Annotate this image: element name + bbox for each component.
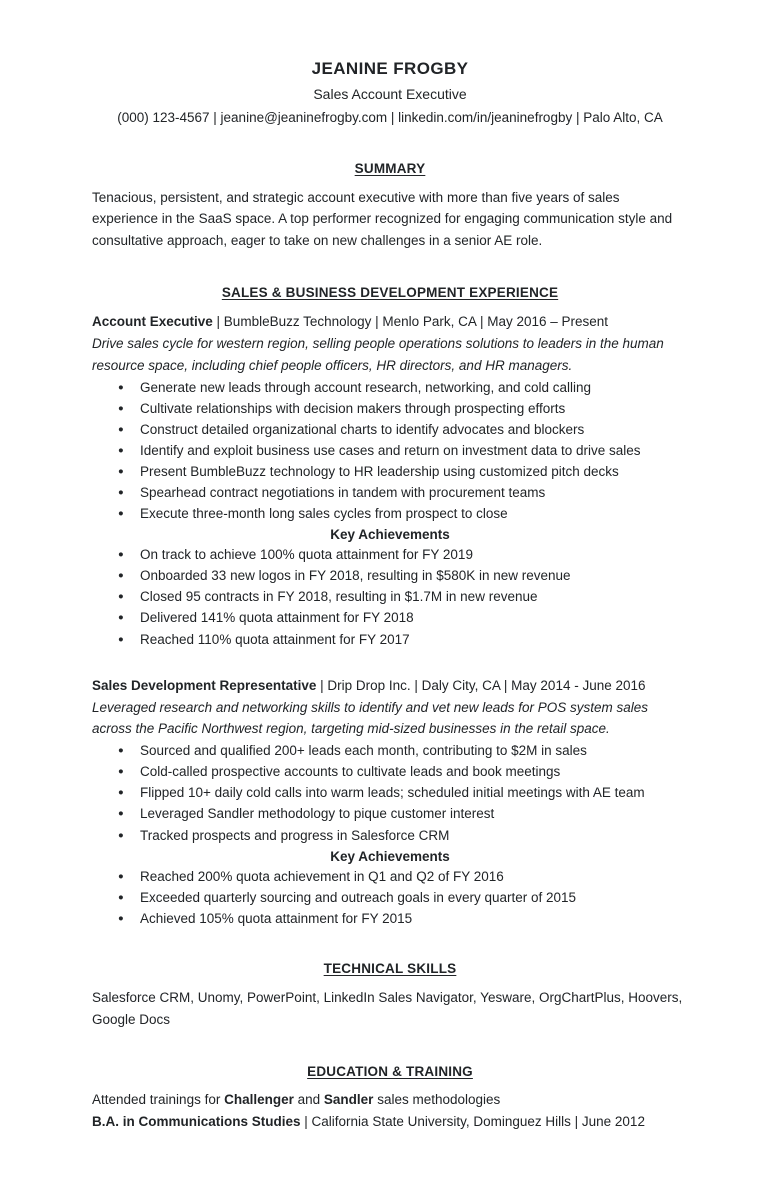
achievement-item: ● Reached 110% quota attainment for FY 2017 [92, 631, 688, 649]
candidate-name: JEANINE FROGBY [311, 59, 469, 78]
bullet-item: ● Leveraged Sandler methodology to pique customer interest [92, 805, 688, 823]
education-degree-line [92, 1111, 688, 1133]
education-methodology: Sandler [323, 1092, 374, 1108]
summary-text: Tenacious, persistent, and strategic account executive with more than five years of sales experience in the SaaS space. A top performer recognized for engaging communication style and consultative approach, eager to take on new challenges in a senior AE role. [92, 189, 673, 249]
job-bullet-list [92, 379, 688, 524]
achievement-item: ● Closed 95 contracts in FY 2018, resulting in $1.7M in new revenue [92, 588, 688, 606]
resume-header [92, 56, 688, 128]
bullet-item: ● Construct detailed organizational charts to identify advocates and blockers [92, 421, 688, 439]
bullet-item: ● Sourced and qualified 200+ leads each month, contributing to $2M in sales [92, 742, 688, 760]
summary-section [92, 158, 688, 252]
bullet-item: ● Flipped 10+ daily cold calls into warm leads; scheduled initial meetings with AE team [92, 784, 688, 802]
achievement-item: ● Achieved 105% quota attainment for FY 2015 [92, 910, 688, 928]
job-entry-sales-development-representative [92, 675, 688, 928]
summary-heading: SUMMARY [354, 160, 426, 176]
achievement-item: ● Delivered 141% quota attainment for FY 2018 [92, 609, 688, 627]
education-degree: B.A. in Communications Studies [92, 1114, 301, 1130]
education-methodology: Challenger [224, 1092, 294, 1108]
job-meta: | Drip Drop Inc. | Daly City, CA | May 2014 - June 2016 [316, 677, 646, 693]
contact-line: (000) 123-4567 | jeanine@jeaninefrogby.com | linkedin.com/in/jeaninefrogby | Palo Alto, CA [117, 109, 663, 125]
education-line1-seg: and [293, 1092, 324, 1108]
education-line1-seg: sales methodologies [373, 1092, 501, 1108]
achievement-item: ● Exceeded quarterly sourcing and outreach goals in every quarter of 2015 [92, 889, 688, 907]
education-heading: EDUCATION & TRAINING [307, 1063, 473, 1079]
job-bullet-list [92, 742, 688, 844]
job-title-line [92, 311, 688, 333]
job-meta: | BumbleBuzz Technology | Menlo Park, CA | May 2016 – Present [212, 314, 609, 330]
candidate-title: Sales Account Executive [313, 85, 467, 102]
job-role: Sales Development Representative [92, 677, 317, 693]
achievement-bullet-list [92, 546, 688, 648]
job-role: Account Executive [92, 314, 213, 330]
bullet-item: ● Cultivate relationships with decision makers through prospecting efforts [92, 400, 688, 418]
education-trainings-line [92, 1089, 688, 1111]
experience-heading: SALES & BUSINESS DEVELOPMENT EXPERIENCE [221, 285, 559, 301]
bullet-item: ● Tracked prospects and progress in Salesforce CRM [92, 827, 688, 845]
bullet-item: ● Generate new leads through account research, networking, and cold calling [92, 379, 688, 397]
job-description: Leveraged research and networking skills to identify and vet new leads for POS system sales across the Pacific Northwest region, targeting mid-sized businesses in the retail space. [92, 699, 649, 737]
achievement-item: ● On track to achieve 100% quota attainment for FY 2019 [92, 546, 688, 564]
bullet-item: ● Present BumbleBuzz technology to HR leadership using customized pitch decks [92, 463, 688, 481]
education-degree-meta: | California State University, Dominguez Hills | June 2012 [300, 1114, 645, 1130]
achievement-item: ● Reached 200% quota achievement in Q1 and Q2 of FY 2016 [92, 868, 688, 886]
achievement-item: ● Onboarded 33 new logos in FY 2018, resulting in $580K in new revenue [92, 567, 688, 585]
education-line1-seg: Attended trainings for [92, 1092, 225, 1108]
skills-heading: TECHNICAL SKILLS [323, 960, 457, 976]
experience-section [92, 282, 688, 928]
achievement-bullet-list [92, 868, 688, 928]
achievements-heading: Key Achievements [330, 527, 450, 543]
bullet-item: ● Identify and exploit business use cases and return on investment data to drive sales [92, 442, 688, 460]
job-description: Drive sales cycle for western region, selling people operations solutions to leaders in the human resource space, including chief people officers, HR directors, and HR managers. [92, 335, 664, 373]
skills-text: Salesforce CRM, Unomy, PowerPoint, LinkedIn Sales Navigator, Yesware, OrgChartPlus, Hoovers, Google Docs [92, 989, 683, 1027]
skills-section [92, 958, 688, 1031]
job-entry-account-executive [92, 311, 688, 649]
bullet-item: ● Cold-called prospective accounts to cultivate leads and book meetings [92, 763, 688, 781]
bullet-item: ● Spearhead contract negotiations in tandem with procurement teams [92, 484, 688, 502]
education-section [92, 1061, 688, 1134]
job-title-line [92, 675, 688, 697]
achievements-heading: Key Achievements [330, 848, 450, 864]
bullet-item: ● Execute three-month long sales cycles from prospect to close [92, 505, 688, 523]
